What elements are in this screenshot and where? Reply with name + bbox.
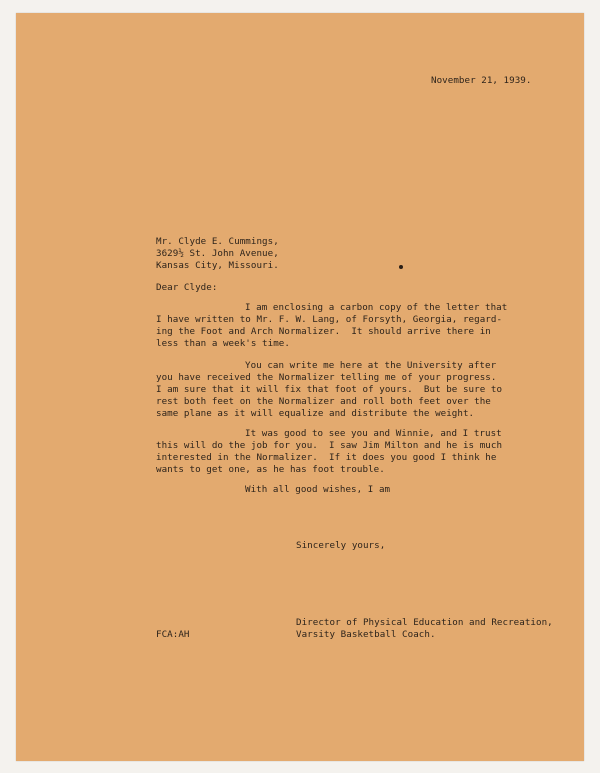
ink-spot <box>399 265 403 269</box>
text-line: this will do the job for you. I saw Jim Milton and he is much <box>156 440 503 451</box>
text-line: interested in the Normalizer. If it does you good I think he <box>156 452 497 463</box>
reference-initials: FCA:AH <box>156 629 190 640</box>
closing-wishes: With all good wishes, I am <box>245 484 391 495</box>
recipient-street: 3629½ St. John Avenue, <box>156 248 279 259</box>
text-line: same plane as it will equalize and distribute the weight. <box>156 408 475 419</box>
text-line: I have written to Mr. F. W. Lang, of Forsyth, Georgia, regard- <box>156 314 503 325</box>
letter-date: November 21, 1939. <box>431 75 532 86</box>
recipient-name: Mr. Clyde E. Cummings, <box>156 236 279 247</box>
complimentary-close: Sincerely yours, <box>296 540 386 551</box>
signature-title: Director of Physical Education and Recreation, <box>296 617 553 628</box>
text-line: You can write me here at the University after <box>245 360 497 371</box>
signature-title: Varsity Basketball Coach. <box>296 629 436 640</box>
text-line: I am enclosing a carbon copy of the letter that <box>245 302 508 313</box>
text-line: ing the Foot and Arch Normalizer. It should arrive there in <box>156 326 491 337</box>
text-line: wants to get one, as he has foot trouble. <box>156 464 385 475</box>
text-line: I am sure that it will fix that foot of yours. But be sure to <box>156 384 503 395</box>
salutation: Dear Clyde: <box>156 282 218 293</box>
text-line: rest both feet on the Normalizer and roll both feet over the <box>156 396 491 407</box>
text-line: It was good to see you and Winnie, and I trust <box>245 428 502 439</box>
text-line: you have received the Normalizer telling me of your progress. <box>156 372 497 383</box>
text-line: less than a week's time. <box>156 338 290 349</box>
recipient-city: Kansas City, Missouri. <box>156 260 279 271</box>
